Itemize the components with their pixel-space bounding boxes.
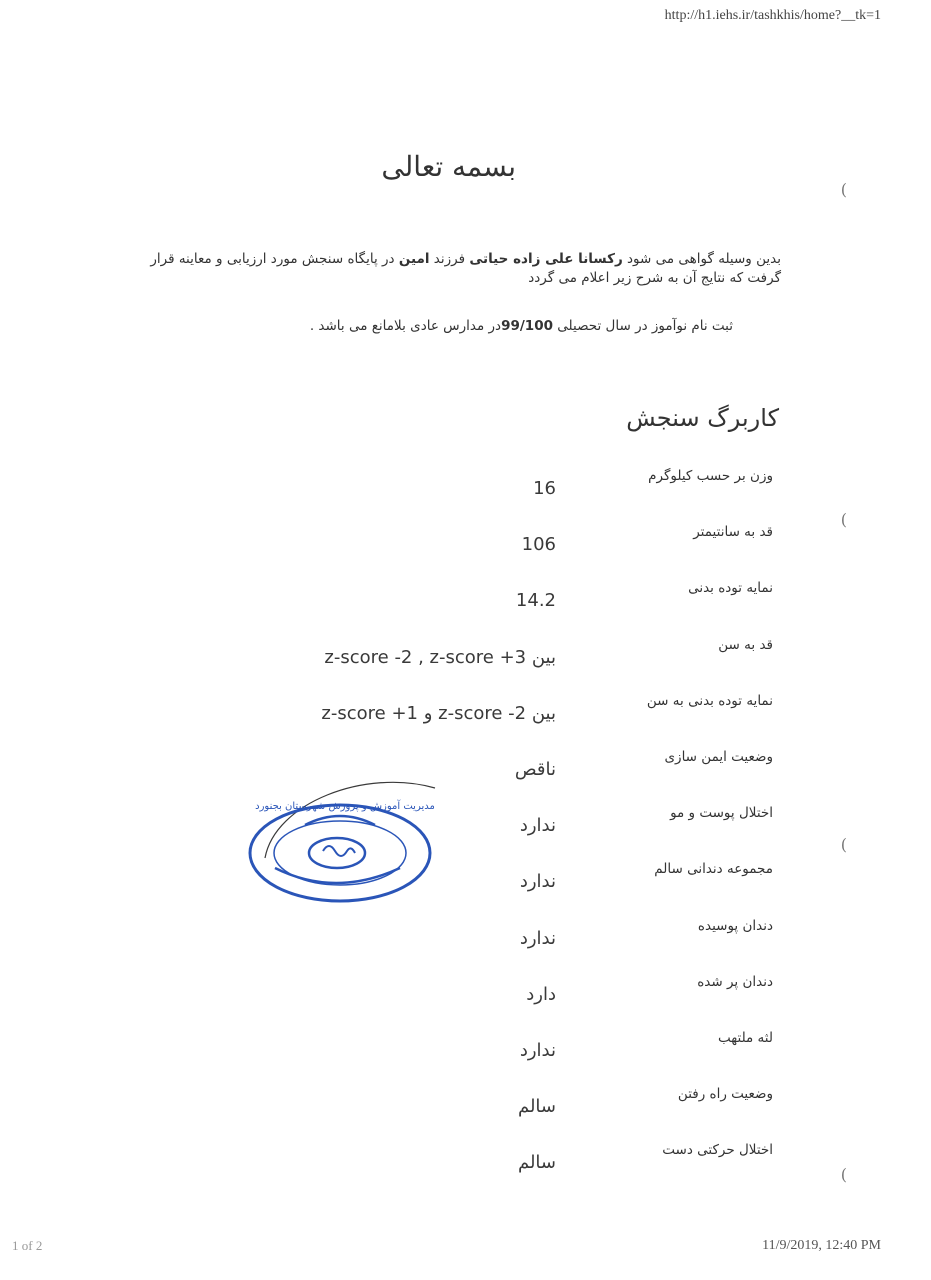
row-label: دندان پوسیده: [697, 917, 773, 934]
row-label: لثه ملتهب: [718, 1030, 773, 1046]
row-label: اختلال حرکتی دست: [662, 1142, 773, 1159]
row-value: ندارد: [519, 927, 556, 949]
row-label: وضعیت ایمن سازی: [664, 749, 773, 765]
enrollment-statement: [310, 318, 733, 334]
official-stamp: [245, 773, 445, 913]
section-title: کاربرگ سنجش: [626, 404, 779, 432]
row-label: قد به سن: [718, 636, 773, 653]
certificate-intro: [141, 250, 781, 288]
stamp-text: مدیریت آموزش و پرورش شهرستان بجنورد: [255, 801, 435, 812]
document-title: بسمه تعالی: [381, 150, 516, 183]
row-value: سالم: [517, 1096, 556, 1118]
row-label: نمایه توده بدنی به سن: [646, 692, 773, 709]
intro-middle: فرزند: [429, 251, 470, 267]
scan-mark: (: [840, 510, 847, 529]
row-label: وزن بر حسب کیلوگرم: [648, 468, 773, 484]
scan-mark: (: [840, 180, 847, 199]
row-label: اختلال پوست و مو: [670, 805, 773, 822]
row-label: مجموعه دندانی سالم: [654, 861, 773, 878]
row-value: 14.2: [515, 590, 556, 612]
row-value: بین z-score -2 و z-score +1: [321, 702, 556, 724]
row-label: وضعیت راه رفتن: [677, 1086, 773, 1103]
page-number: 1 of 2: [12, 1238, 43, 1253]
scan-mark: (: [840, 835, 847, 854]
row-value: 16: [533, 478, 556, 499]
intro-prefix: بدین وسیله گواهی می شود: [622, 251, 781, 267]
row-value: ندارد: [519, 815, 556, 837]
enrollment-prefix: ثبت نام نوآموز در سال تحصیلی: [552, 318, 733, 334]
row-value: بین z-score -2 , z-score +3: [324, 646, 556, 668]
row-value: ندارد: [519, 871, 556, 893]
scan-mark: (: [840, 1165, 847, 1184]
student-name: رکسانا علی زاده حیاتی: [469, 251, 623, 267]
academic-year: 99/100: [501, 318, 553, 334]
row-value: دارد: [526, 983, 556, 1005]
row-label: نمایه توده بدنی: [688, 580, 773, 597]
row-label: دندان پر شده: [697, 973, 773, 990]
page-url: http://h1.iehs.ir/tashkhis/home?__tk=1: [664, 8, 881, 23]
row-label: قد به سانتیمتر: [693, 524, 773, 541]
enrollment-suffix: در مدارس عادی بلامانع می باشد .: [309, 318, 502, 334]
print-datetime: 11/9/2019, 12:40 PM: [762, 1238, 881, 1253]
intro-suffix: در پایگاه سنجش مورد ارزیابی و معاینه قرار گرفت که نتایج آن به شرح زیر اعلام می گردد: [150, 251, 781, 286]
row-value: ناقص: [514, 759, 556, 780]
row-value: ندارد: [519, 1040, 556, 1061]
row-value: 106: [521, 534, 556, 556]
father-name: امین: [398, 251, 430, 267]
row-value: سالم: [517, 1152, 556, 1174]
